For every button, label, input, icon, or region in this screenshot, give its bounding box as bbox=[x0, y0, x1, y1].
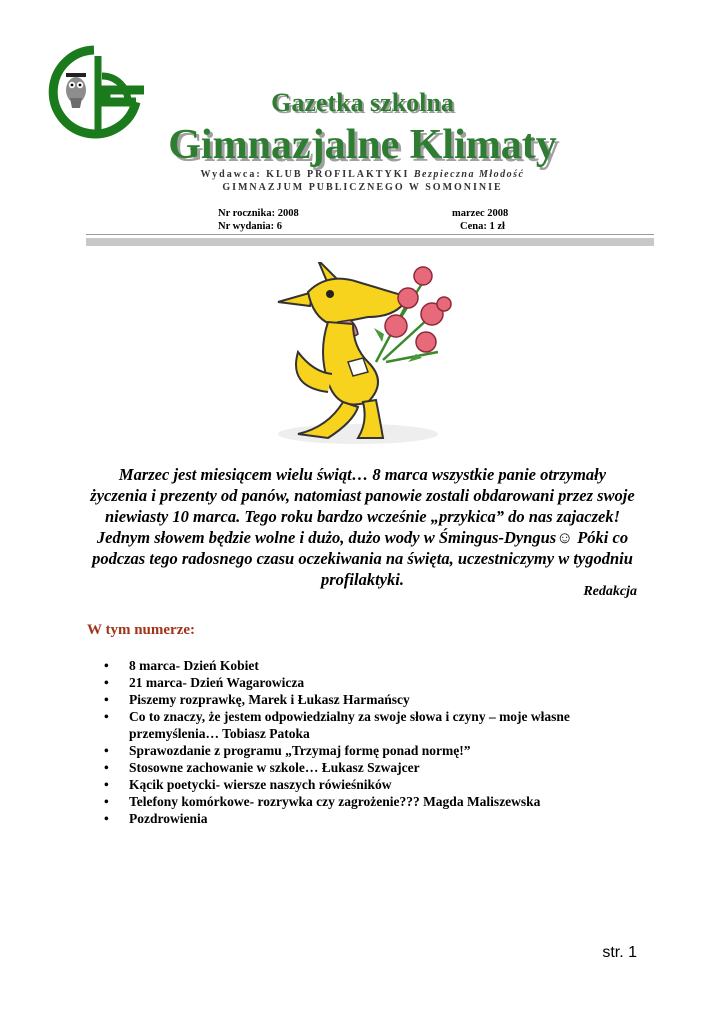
toc-item: • Kącik poetycki- wiersze naszych rówieśników bbox=[102, 776, 662, 793]
toc-list bbox=[102, 657, 662, 827]
cartoon-dog-with-roses-icon bbox=[258, 262, 458, 450]
header-divider-thin bbox=[86, 234, 654, 235]
issue-meta-right bbox=[452, 207, 508, 233]
publisher-info bbox=[0, 168, 725, 194]
issue-label: Nr wydania: 6 bbox=[218, 221, 282, 232]
toc-item: • Piszemy rozprawkę, Marek i Łukasz Harmańscy bbox=[102, 691, 662, 708]
publisher-school: GIMNAZJUM PUBLICZNEGO W SOMONINIE bbox=[222, 182, 503, 193]
publisher-program: Bezpieczna Młodość bbox=[413, 169, 525, 180]
price-label: Cena: 1 zł bbox=[460, 221, 505, 232]
header-divider-thick bbox=[86, 238, 654, 246]
intro-signature: Redakcja bbox=[583, 584, 637, 599]
toc-item: • Sprawozdanie z programu „Trzymaj formę ponad normę!” bbox=[102, 742, 662, 759]
newspaper-title: Gimnazjalne Klimaty bbox=[168, 122, 557, 168]
toc-item: • Pozdrowienia bbox=[102, 810, 662, 827]
intro-paragraph: Marzec jest miesiącem wielu świąt… 8 marca wszystkie panie otrzymały życzenia i prezenty od panów, natomiast panowie zostali obdarowani przez swoje niewiasty 10 marca. Tego roku bardzo wcześnie „przykica” do nas zajaczek! Jednym słowem będzie wolne i dużo, dużo wody w Śmingus-Dyngus☺ Póki co podczas tego radosnego czasu oczekiwania na święta, uczestniczymy w tygodniu profilaktyki. bbox=[90, 465, 635, 589]
page-number: str. 1 bbox=[602, 944, 637, 961]
toc-item: • 8 marca- Dzień Kobiet bbox=[102, 657, 662, 674]
toc-item: • Telefony komórkowe- rozrywka czy zagrożenie??? Magda Maliszewska bbox=[102, 793, 662, 810]
toc-heading: W tym numerze: bbox=[87, 622, 196, 638]
toc-item: • 21 marca- Dzień Wagarowicza bbox=[102, 674, 662, 691]
issue-meta-left bbox=[218, 207, 299, 233]
volume-label: Nr rocznika: 2008 bbox=[218, 208, 299, 219]
newspaper-subtitle: Gazetka szkolna bbox=[271, 88, 454, 117]
publisher-prefix: Wydawca: KLUB PROFILAKTYKI bbox=[200, 169, 414, 180]
toc-item: • Stosowne zachowanie w szkole… Łukasz Szwajcer bbox=[102, 759, 662, 776]
toc-item: • Co to znaczy, że jestem odpowiedzialny za swoje słowa i czyny – moje własne przemyślenia… Tobiasz Patoka bbox=[102, 708, 662, 742]
date-label: marzec 2008 bbox=[452, 208, 509, 219]
